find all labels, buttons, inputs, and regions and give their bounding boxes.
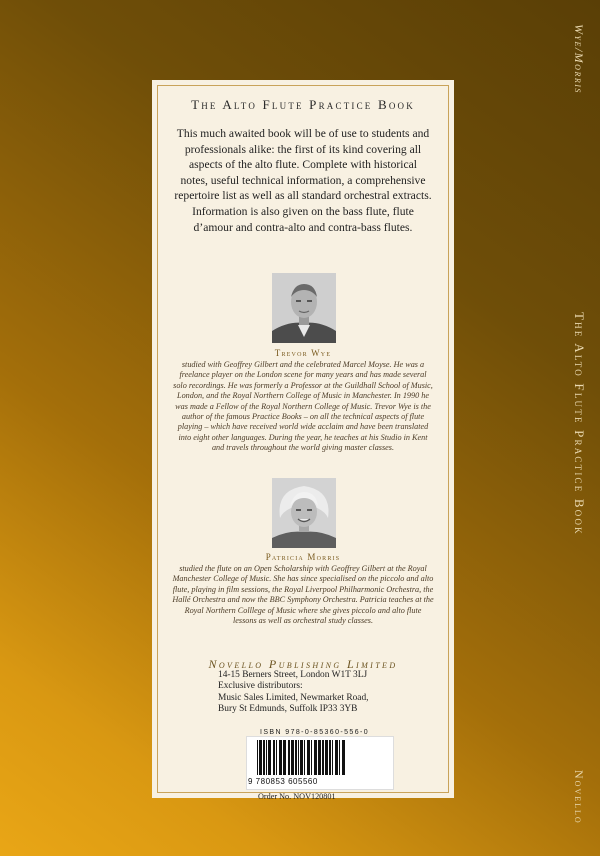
distributor-line-1: Music Sales Limited, Newmarket Road, [218, 692, 369, 703]
barcode-digits: 9 780853 605560 [248, 777, 318, 786]
publisher-name: Novello Publishing Limited [208, 657, 398, 671]
book-blurb: This much awaited book will be of use to students and professionals alike: the first of its kind covering all aspects of the alto flute. Complete with historical notes, useful technical information, a comprehensive repertoire list as well as all standard orchestral extracts. Information is also given on the bass flute, flute d’amour and contra-alto and contra-bass flutes. [174, 127, 432, 234]
patricia-morris-name: Patricia Morris [265, 552, 341, 562]
barcode [246, 736, 394, 790]
distributors-label: Exclusive distributors: [218, 681, 303, 692]
trevor-wye-name: Trevor Wye [274, 348, 332, 358]
patricia-morris-bio: studied the flute on an Open Scholarship with Geoffrey Gilbert at the Royal Manchester College of Music. She has since specialised on the piccolo and alto flute, playing in film sessions, the Royal Liverpool Philharmonic Orchestra, the Hallé Orchestra and now the BBC Symphony Orchestra. Patricia teaches at the Royal Northern Colllege of Music where she gives piccolo and alto flute lessons as well as orchestral study classes. [172, 564, 434, 626]
order-number: Order No. NOV120801 [258, 792, 336, 801]
publisher-address [218, 670, 426, 716]
spine-authors: Wye/Morris [572, 24, 586, 94]
back-cover-panel [152, 80, 454, 801]
distributor-line-2: Bury St Edmunds, Suffolk IP33 3YB [218, 704, 358, 715]
patricia-morris-photo [272, 478, 336, 548]
trevor-wye-bio: studied with Geoffrey Gilbert and the celebrated Marcel Moyse. He was a freelance player on the London scene for many years and has made several solo recordings. He was formerly a Professor at the Guildhall School of Music, London, and the Royal Northern College of Music in Manchester. In 1990 he was made a Fellow of the Royal Northern College of Music. Trevor Wye is the author of the famous Practice Books – on all the technical aspects of flute playing – which have received world wide acclaim and have been translated into eight other languages. During the year, he teaches at his Studio in Kent and travels throughout the world giving master classes. [173, 360, 433, 453]
publisher-address-line: 14-15 Berners Street, London W1T 3LJ [218, 670, 368, 680]
barcode-bars [247, 737, 393, 777]
isbn-label: ISBN 978-0-85360-556-0 [260, 729, 370, 736]
book-title: The Alto Flute Practice Book [191, 97, 415, 112]
trevor-wye-photo [272, 273, 336, 343]
spine-publisher: Novello [572, 770, 586, 825]
spine-title: The Alto Flute Practice Book [572, 312, 587, 536]
